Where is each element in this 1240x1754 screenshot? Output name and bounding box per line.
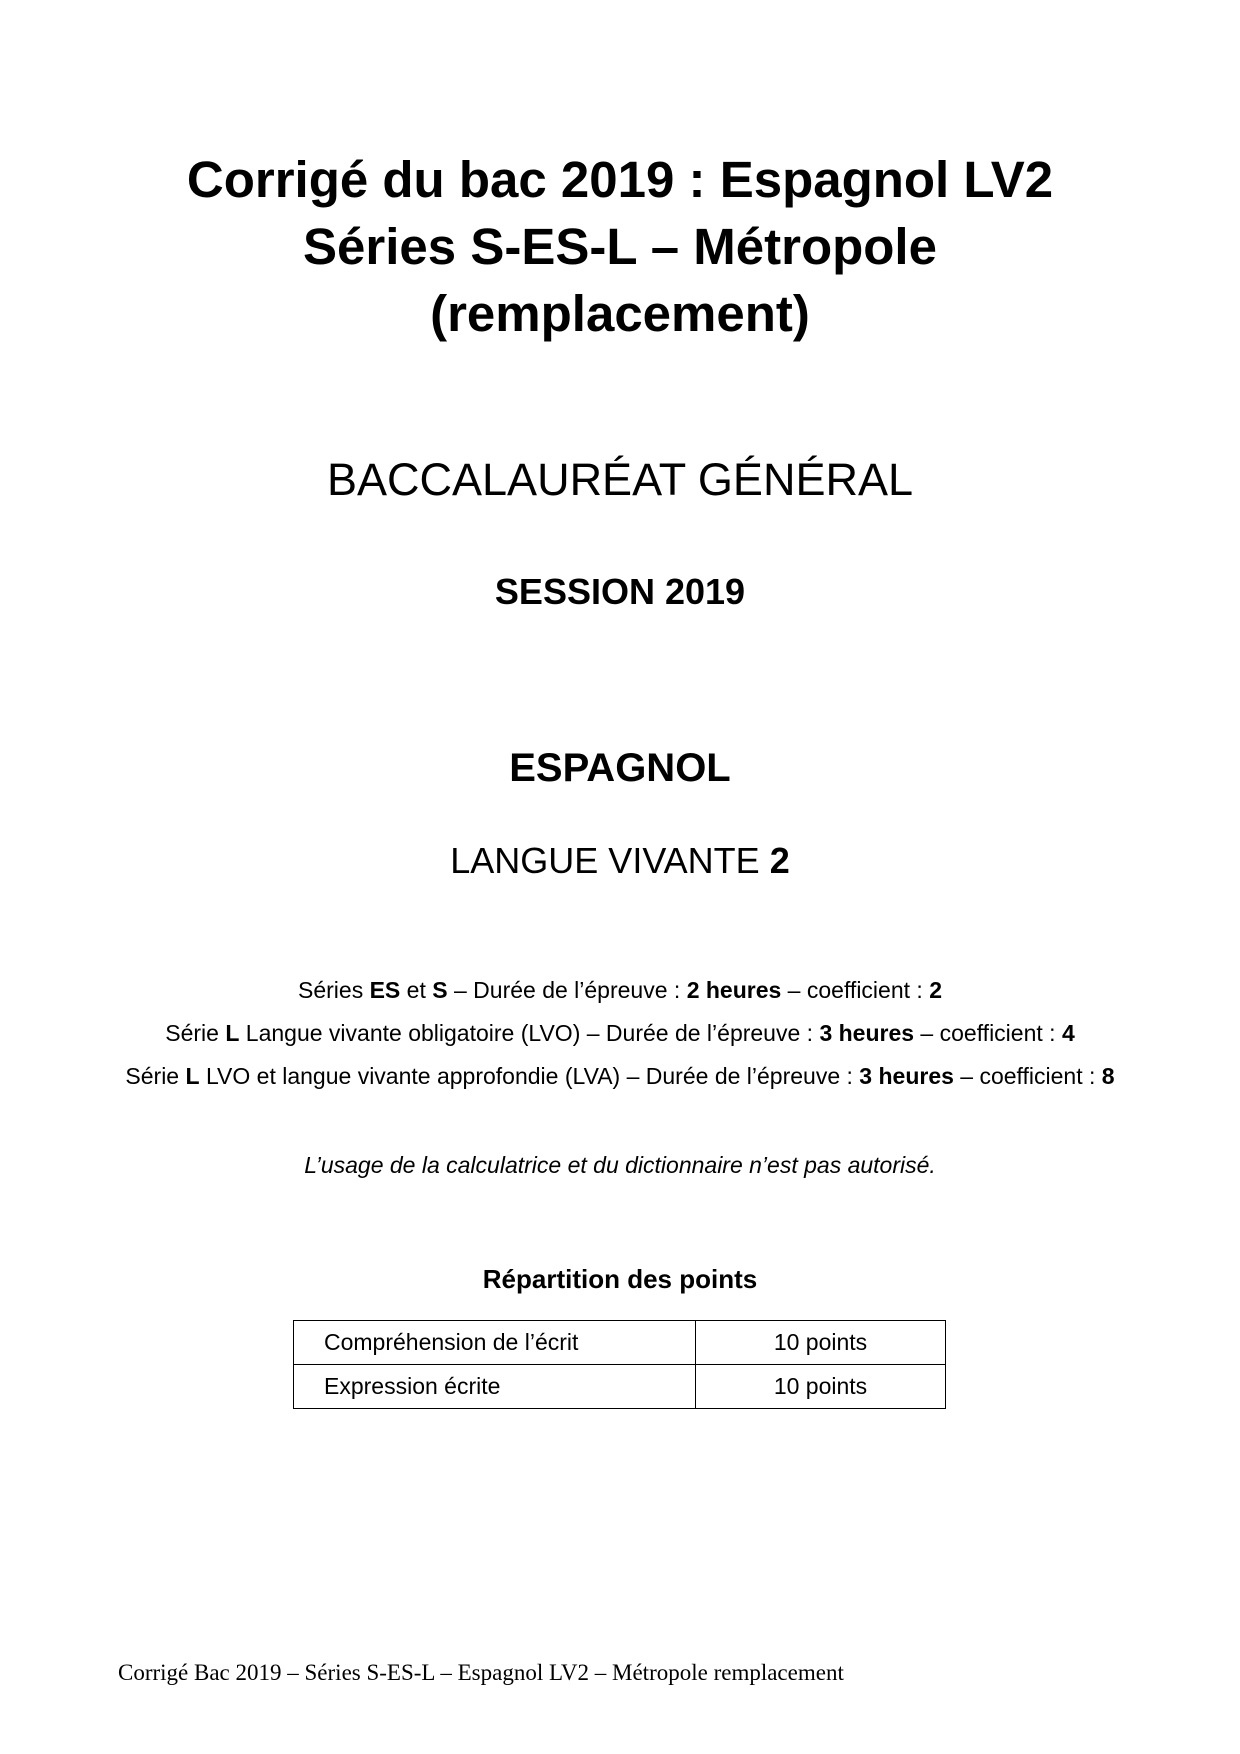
page-footer: Corrigé Bac 2019 – Séries S-ES-L – Espagnol LV2 – Métropole remplacement <box>118 1660 844 1685</box>
points-table <box>293 1320 946 1409</box>
series-text: et <box>400 977 433 1003</box>
series-coefficient: 8 <box>1101 1063 1115 1089</box>
series-text: – coefficient : <box>953 1063 1102 1089</box>
table-cell-label: Expression écrite <box>294 1365 696 1409</box>
series-text: Série <box>125 1063 186 1089</box>
series-text: LVO et langue vivante approfondie (LVA) – Durée de l’épreuve : <box>199 1063 860 1089</box>
points-table-title: Répartition des points <box>482 1264 758 1294</box>
series-text: Langue vivante obligatoire (LVO) – Durée de l’épreuve : <box>239 1020 820 1046</box>
series-coefficient: 4 <box>1061 1020 1075 1046</box>
language-level <box>0 839 1240 883</box>
document-title <box>0 146 1240 347</box>
table-cell-label: Compréhension de l’écrit <box>294 1321 696 1365</box>
series-line-l-lva <box>0 1055 1240 1098</box>
series-text: – coefficient : <box>781 977 930 1003</box>
series-duration: 3 heures <box>819 1020 915 1046</box>
title-line-1: Corrigé du bac 2019 : Espagnol LV2 <box>186 151 1054 208</box>
series-duration: 3 heures <box>859 1063 954 1089</box>
series-line-l-lvo <box>0 1012 1240 1055</box>
series-text: Séries <box>298 977 370 1003</box>
exam-level: BACCALAURÉAT GÉNÉRAL <box>326 454 913 505</box>
series-line-es-s <box>0 969 1240 1012</box>
table-cell-points: 10 points <box>696 1321 946 1365</box>
language-prefix: LANGUE VIVANTE <box>450 840 770 881</box>
series-coefficient: 2 <box>929 977 942 1003</box>
series-text: – coefficient : <box>914 1020 1062 1046</box>
series-text: – Durée de l’épreuve : <box>447 977 687 1003</box>
title-line-2: Séries S-ES-L – Métropole <box>303 218 937 275</box>
series-info <box>0 969 1240 1098</box>
series-text: Série <box>165 1020 226 1046</box>
language-number: 2 <box>769 840 790 881</box>
table-row <box>294 1365 946 1409</box>
usage-note: L’usage de la calculatrice et du dictionnaire n’est pas autorisé. <box>304 1152 936 1178</box>
exam-subject: ESPAGNOL <box>509 746 731 790</box>
title-line-3: (remplacement) <box>430 285 810 342</box>
series-bold: S <box>432 977 448 1003</box>
table-cell-points: 10 points <box>696 1365 946 1409</box>
series-bold: L <box>185 1063 200 1089</box>
table-row <box>294 1321 946 1365</box>
series-bold: L <box>225 1020 240 1046</box>
exam-session: SESSION 2019 <box>494 571 746 612</box>
series-duration: 2 heures <box>686 977 782 1003</box>
series-bold: ES <box>369 977 401 1003</box>
